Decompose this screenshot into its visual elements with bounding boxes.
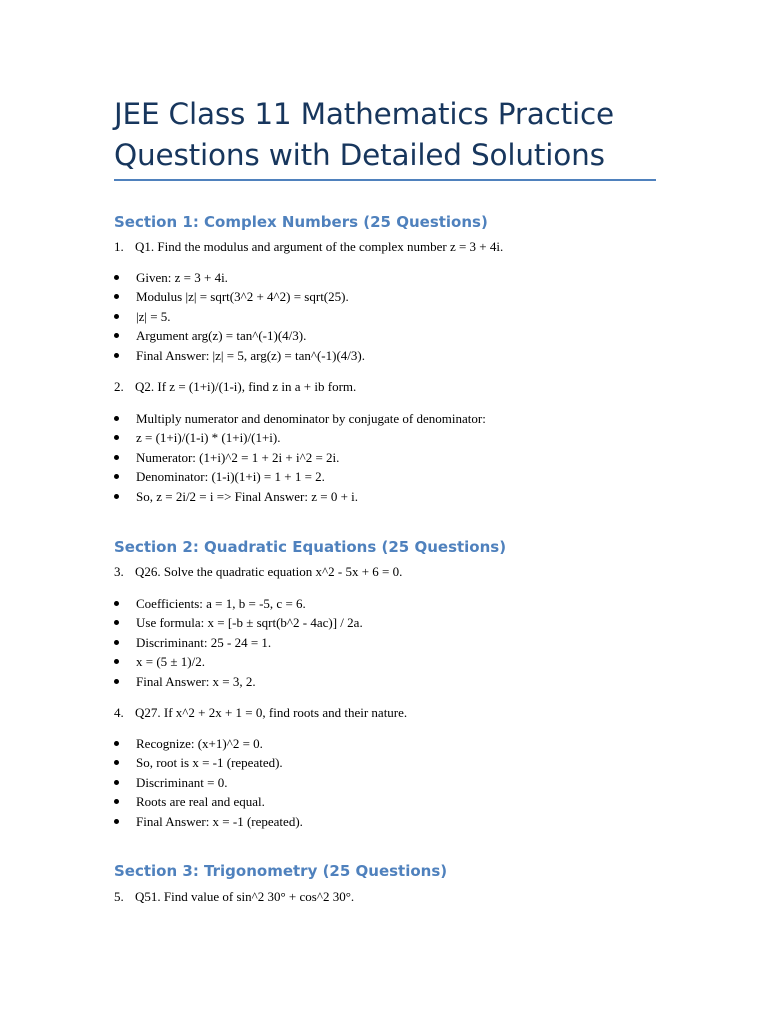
bullet-icon <box>114 659 119 664</box>
bullet-icon <box>114 799 119 804</box>
bullet-icon <box>114 455 119 460</box>
question-number: 1. <box>114 239 124 254</box>
bullet-icon <box>114 353 119 358</box>
bullet-icon <box>114 294 119 299</box>
title-line-2: Questions with Detailed Solutions <box>114 138 605 172</box>
question-item <box>114 377 356 396</box>
section-heading-complex-numbers: Section 1: Complex Numbers (25 Questions) <box>114 213 488 231</box>
section-heading-quadratic-equations: Section 2: Quadratic Equations (25 Questions) <box>114 538 507 556</box>
question-item <box>114 237 503 256</box>
question-text: Q1. Find the modulus and argument of the complex number z = 3 + 4i. <box>135 239 504 254</box>
bullet-icon <box>114 760 119 765</box>
bullet-icon <box>114 741 119 746</box>
title-line-1: JEE Class 11 Mathematics Practice <box>114 97 614 131</box>
bullet-icon <box>114 474 119 479</box>
question-text: Q51. Find value of sin^2 30° + cos^2 30°. <box>135 889 355 904</box>
bullet-icon <box>114 435 119 440</box>
bullet-icon <box>114 333 119 338</box>
bullet-icon <box>114 314 119 319</box>
question-number: 2. <box>114 379 124 394</box>
question-item <box>114 887 354 906</box>
bullet-icon <box>114 780 119 785</box>
question-item <box>114 703 407 722</box>
bullet-icon <box>114 679 119 684</box>
bullet-icon <box>114 275 119 280</box>
bullet-icon <box>114 416 119 421</box>
title-underline <box>114 179 656 181</box>
question-number: 3. <box>114 564 124 579</box>
question-number: 5. <box>114 889 124 904</box>
section-heading-trigonometry: Section 3: Trigonometry (25 Questions) <box>114 862 448 880</box>
question-number: 4. <box>114 705 124 720</box>
bullet-icon <box>114 640 119 645</box>
bullet-icon <box>114 620 119 625</box>
bullet-icon <box>114 494 119 499</box>
document-title <box>114 94 656 176</box>
question-text: Q27. If x^2 + 2x + 1 = 0, find roots and their nature. <box>135 705 408 720</box>
bullet-icon <box>114 819 119 824</box>
bullet-icon <box>114 601 119 606</box>
question-text: Q2. If z = (1+i)/(1-i), find z in a + ib form. <box>135 379 357 394</box>
question-text: Q26. Solve the quadratic equation x^2 - 5x + 6 = 0. <box>135 564 403 579</box>
question-item <box>114 562 402 581</box>
